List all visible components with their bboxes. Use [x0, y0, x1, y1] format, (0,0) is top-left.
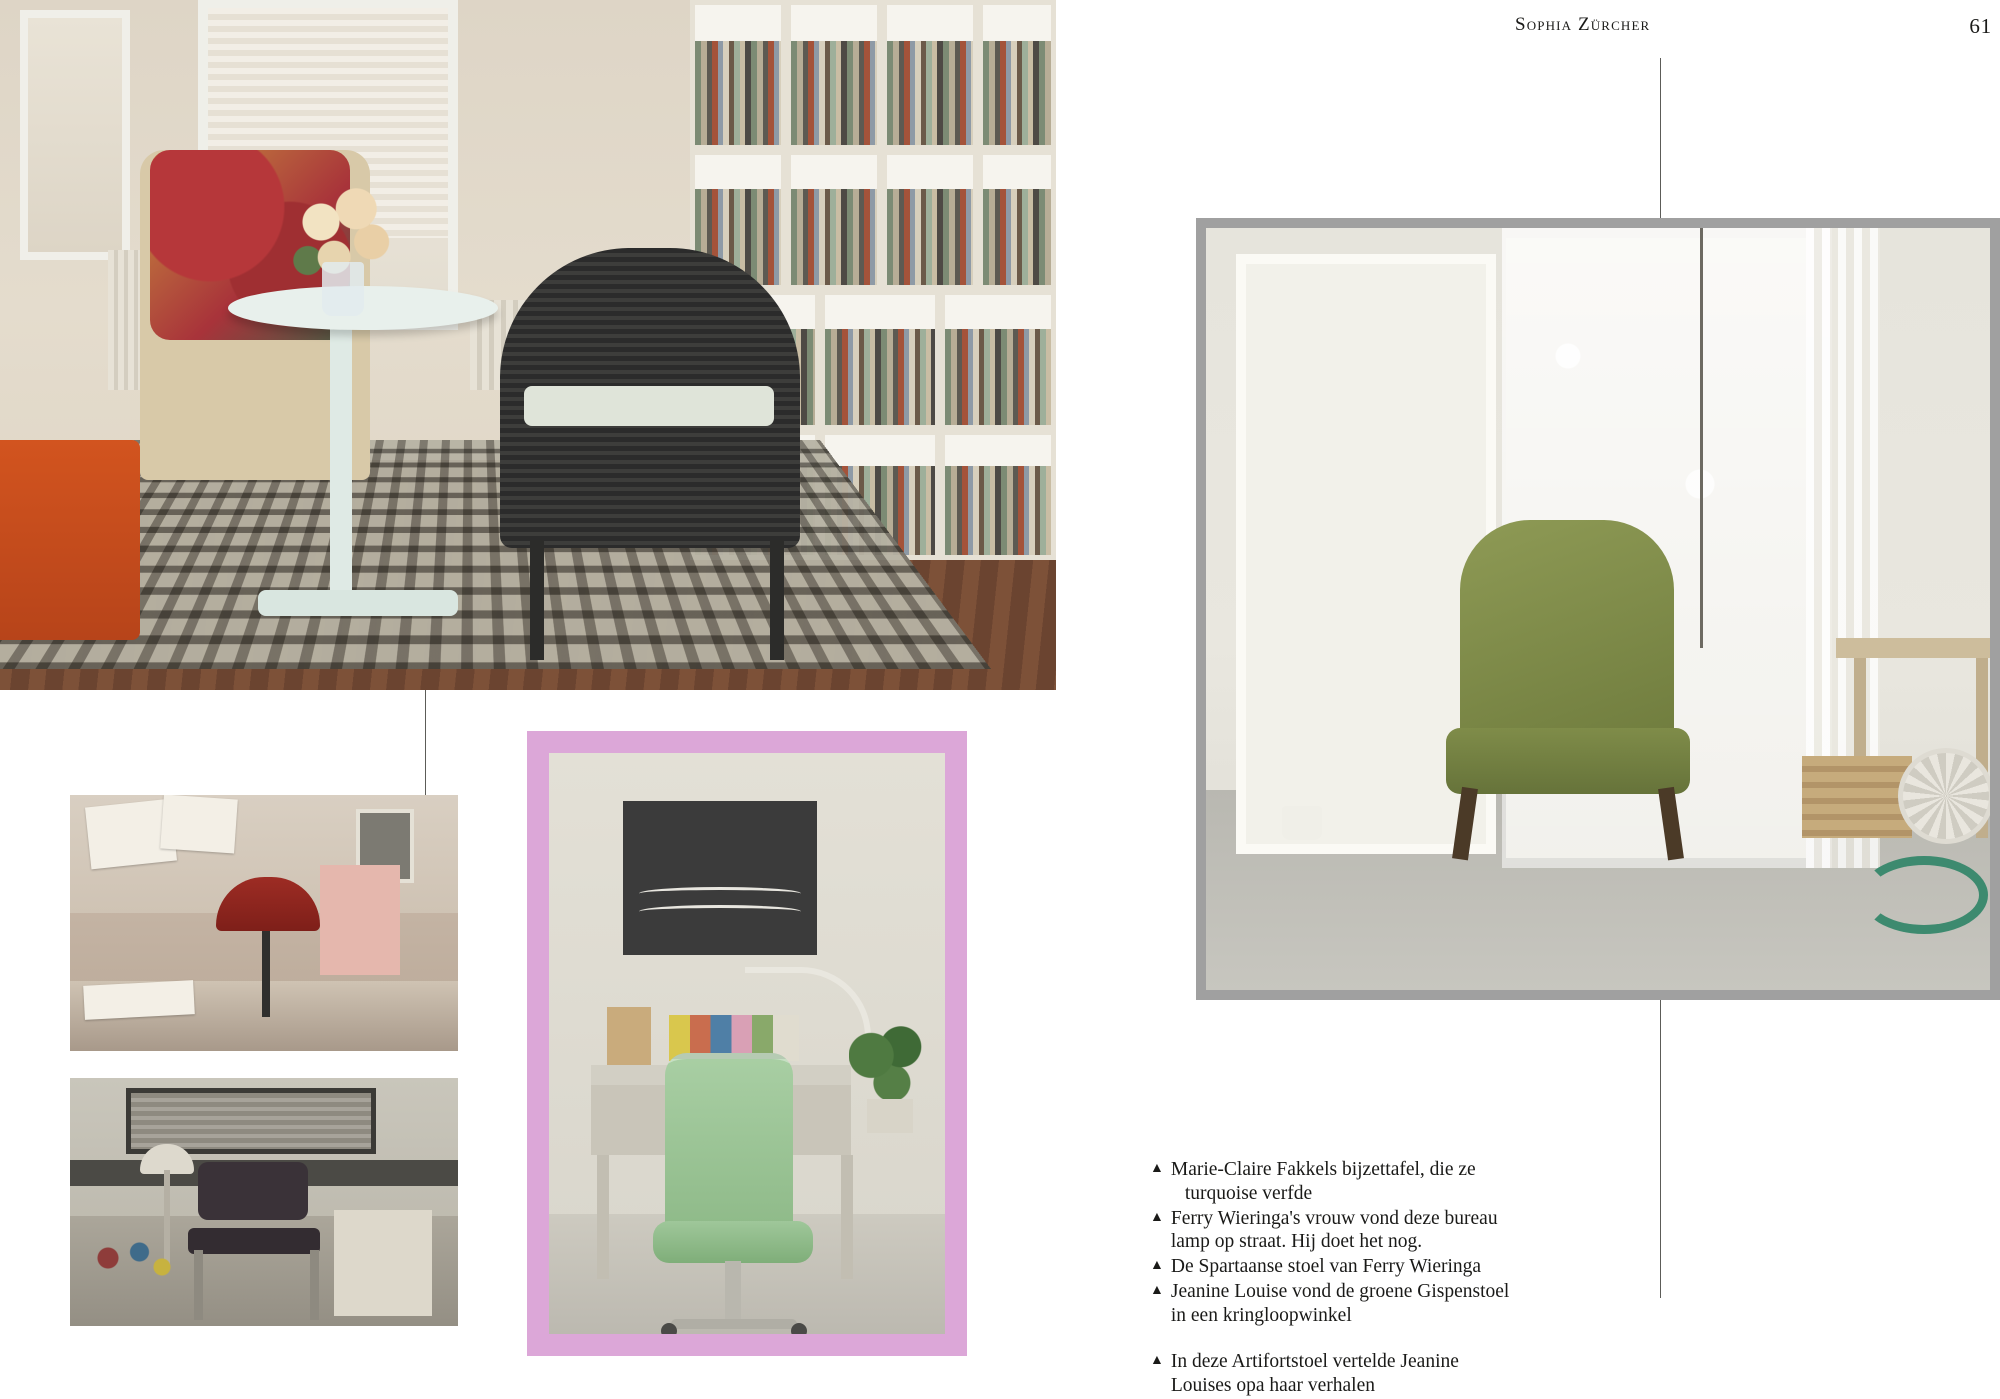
caption-line-1: Ferry Wieringa's vrouw vond deze bureau: [1170, 1207, 1498, 1229]
caption-item: [1150, 1350, 1570, 1398]
chair-seat: [1446, 728, 1690, 794]
books: [983, 41, 1051, 145]
caption-item: [1150, 1255, 1570, 1279]
shelf-bay: [786, 0, 882, 150]
mug: [1282, 806, 1322, 840]
hanging-cord: [1700, 228, 1703, 648]
chair-leg: [194, 1250, 203, 1320]
photo-living-room-with-turquoise-side-table: [0, 0, 1056, 690]
table-foot: [258, 590, 458, 616]
books: [791, 189, 877, 285]
chair-castor: [661, 1323, 677, 1334]
spartaanse-chair-seat: [188, 1228, 320, 1254]
caption-line-2: in een kringloopwinkel: [1170, 1304, 1352, 1326]
photo-green-artifort-chair-by-window: [1196, 218, 2000, 1000]
photo-spartaanse-chair-in-workshop: [70, 1078, 458, 1326]
appliance: [334, 1210, 432, 1316]
caption-line-2: Louises opa haar verhalen: [1170, 1375, 1375, 1397]
wooden-board: [607, 1007, 651, 1065]
books: [695, 41, 781, 145]
books: [945, 466, 1051, 555]
photo-green-gispen-office-chair: [527, 731, 967, 1356]
spartaanse-chair-back: [198, 1162, 308, 1220]
chair-column: [725, 1261, 741, 1325]
table-column: [330, 320, 352, 610]
caption-text: [1171, 1350, 1570, 1398]
caption-text: [1171, 1207, 1570, 1255]
trestle-table: [1836, 638, 1990, 658]
books: [887, 41, 973, 145]
triangle-icon: ▲: [1150, 1258, 1164, 1274]
gispen-chair-back: [665, 1053, 793, 1249]
orange-ottoman: [0, 440, 140, 640]
lamp-stem: [262, 929, 270, 1017]
caption-text: [1171, 1158, 1570, 1206]
wicker-chair: [500, 248, 800, 548]
chair-castor: [791, 1323, 807, 1334]
triangle-icon: ▲: [1150, 1282, 1164, 1298]
page-number: 61: [1969, 14, 1992, 38]
side-window: [20, 10, 130, 260]
books: [983, 189, 1051, 285]
chair-leg: [310, 1250, 319, 1320]
chair-base: [671, 1319, 797, 1329]
books: [945, 329, 1051, 425]
chair-leg: [770, 540, 784, 660]
shelf-bay: [882, 0, 978, 150]
caption-line-1: De Spartaanse stoel van Ferry Wieringa: [1170, 1256, 1482, 1278]
wooden-crate: [1802, 756, 1912, 838]
caption-line-2: lamp op straat. Hij doet het nog.: [1170, 1231, 1423, 1253]
garden-hose: [1860, 856, 1988, 934]
books: [791, 41, 877, 145]
shelf-bay: [940, 430, 1056, 560]
running-head-right: Sophia Zürcher: [1515, 14, 1651, 35]
caption-item: [1150, 1207, 1570, 1255]
caption-spacer: [1150, 1328, 1570, 1350]
photo-inner: [549, 753, 945, 1334]
triangle-icon: ▲: [1150, 1209, 1164, 1225]
desk-leg: [841, 1155, 853, 1279]
caption-block: [1150, 1158, 1570, 1399]
shelf-bay: [786, 150, 882, 290]
tools-on-floor: [90, 1228, 180, 1288]
plant-pot: [867, 1099, 913, 1133]
artwork-line: [639, 905, 801, 918]
houseplant: [849, 1021, 923, 1107]
caption-text: [1171, 1280, 1570, 1328]
chair-leg: [530, 540, 544, 660]
shelf-bay: [882, 150, 978, 290]
shelf-bay: [978, 150, 1056, 290]
triangle-icon: ▲: [1150, 1353, 1164, 1369]
paper-sheet: [83, 980, 195, 1020]
abstract-artwork: [623, 801, 817, 955]
caption-line-1: Jeanine Louise vond de groene Gispenstoel: [1170, 1280, 1510, 1302]
pink-panel: [320, 865, 400, 975]
artwork-line: [639, 887, 801, 900]
paper-sheet: [160, 795, 238, 854]
caption-item: [1150, 1280, 1570, 1328]
caption-item: [1150, 1158, 1570, 1206]
caption-line-2: turquoise verfde: [1184, 1182, 1313, 1204]
fan: [1898, 748, 1990, 844]
caption-line-1: Marie-Claire Fakkels bijzettafel, die ze: [1170, 1159, 1476, 1180]
caption-line-1: In deze Artifortstoel vertelde Jeanine: [1170, 1351, 1459, 1373]
caption-text: [1171, 1255, 1570, 1279]
gispen-chair-seat: [653, 1221, 813, 1263]
books: [825, 329, 935, 425]
photo-desk-with-red-lamp: [70, 795, 458, 1051]
chair-cushion: [524, 386, 774, 426]
books: [887, 189, 973, 285]
triangle-icon: ▲: [1150, 1161, 1164, 1176]
shelf-bay: [820, 290, 940, 430]
shelf-bay: [940, 290, 1056, 430]
shelf-bay: [690, 0, 786, 150]
photo-inner: [1206, 228, 1990, 990]
shelf-bay: [978, 0, 1056, 150]
desk-leg: [597, 1155, 609, 1279]
glass-vase: [322, 262, 364, 316]
